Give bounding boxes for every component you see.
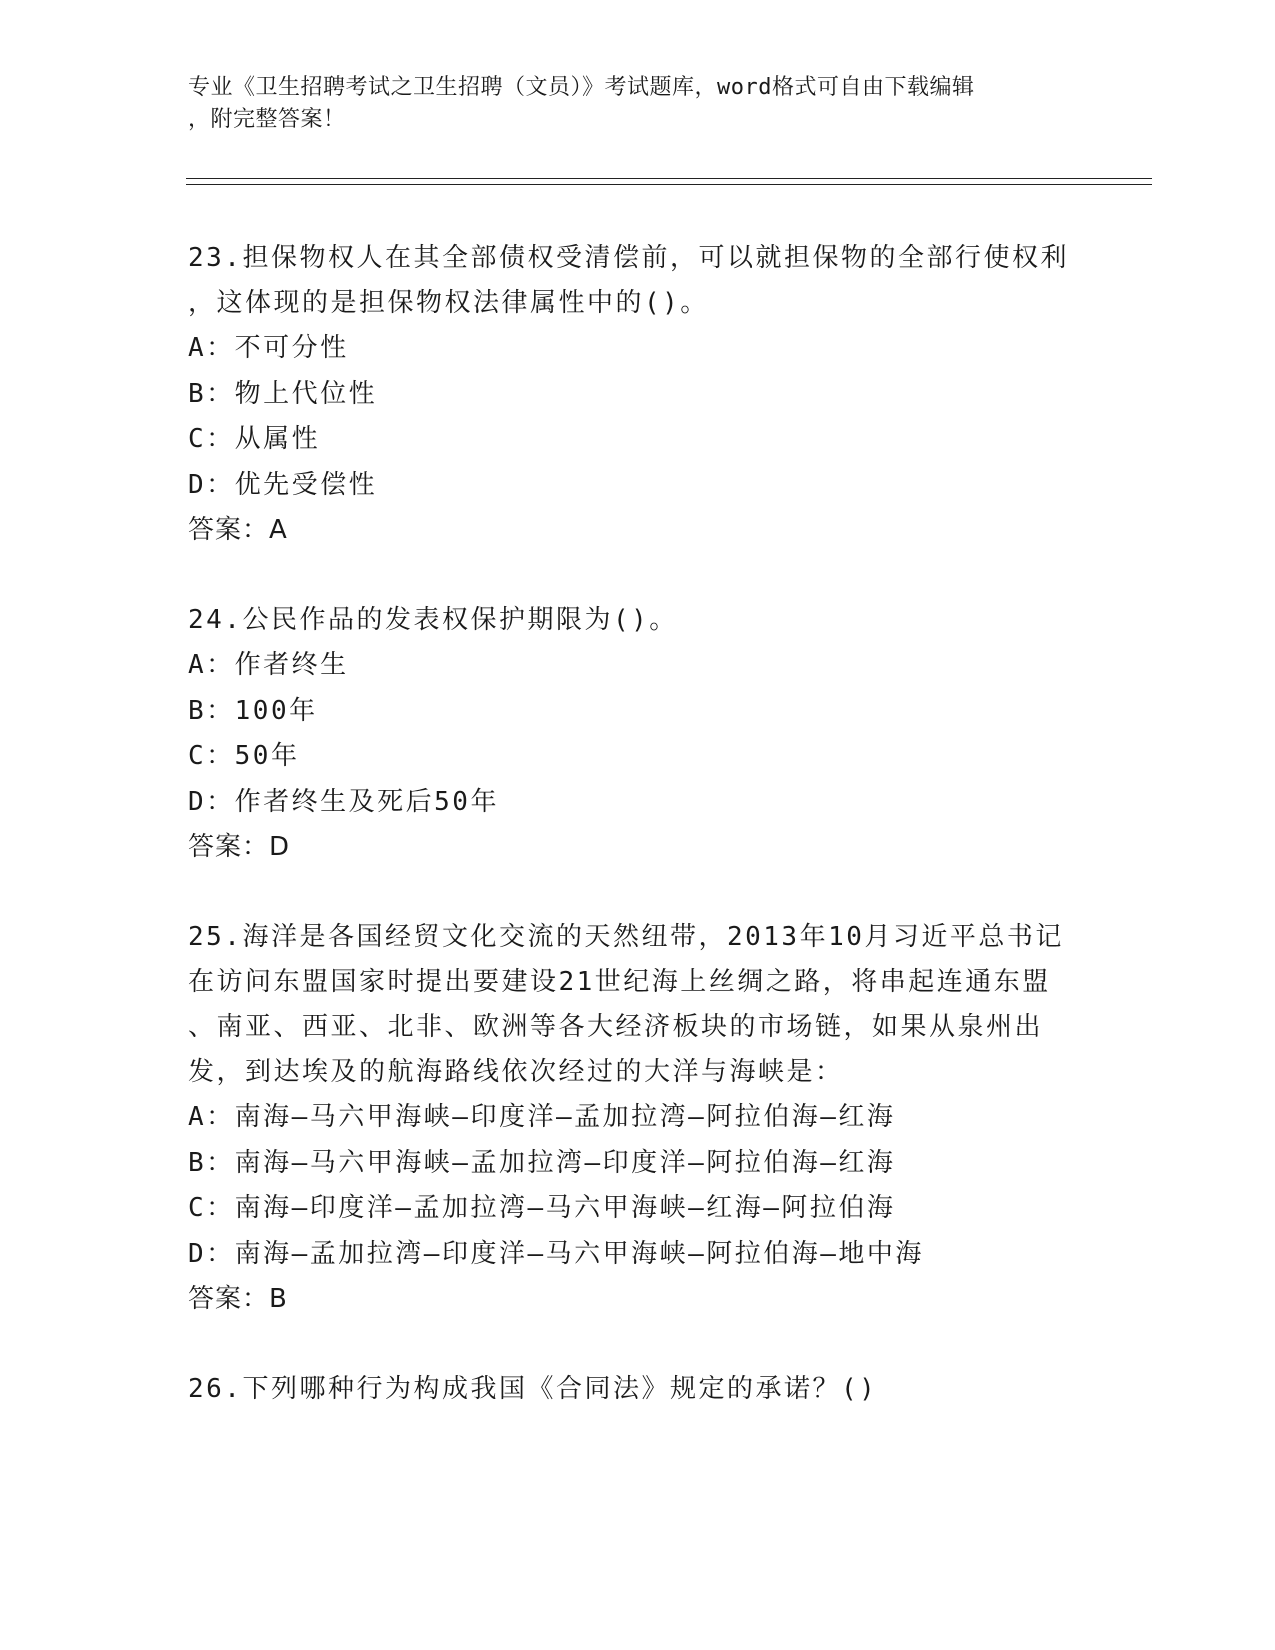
question-text: 在访问东盟国家时提出要建设21世纪海上丝绸之路，将串起连通东盟 <box>188 967 1051 997</box>
question-23 <box>188 236 1088 553</box>
option-a: A：南海—马六甲海峡—印度洋—孟加拉湾—阿拉伯海—红海 <box>188 1102 896 1132</box>
answer-value: A <box>269 515 288 545</box>
answer-value: B <box>269 1284 288 1314</box>
document-header <box>188 72 1078 136</box>
option-b: B：100年 <box>188 695 318 726</box>
option-d: D：南海—孟加拉湾—印度洋—马六甲海峡—阿拉伯海—地中海 <box>188 1238 924 1269</box>
question-text: ，这体现的是担保物权法律属性中的()。 <box>188 288 709 318</box>
question-25 <box>188 915 1088 1322</box>
answer-line <box>188 1277 1088 1322</box>
option-a: A：不可分性 <box>188 333 349 363</box>
question-text: 25.海洋是各国经贸文化交流的天然纽带，2013年10月习近平总书记 <box>188 922 1064 952</box>
option-b: B：南海—马六甲海峡—孟加拉湾—印度洋—阿拉伯海—红海 <box>188 1147 896 1178</box>
option-d: D：优先受偿性 <box>188 469 378 500</box>
header-divider <box>186 178 1152 185</box>
answer-label: 答案： <box>188 1284 270 1314</box>
header-line-1: 专业《卫生招聘考试之卫生招聘（文员）》考试题库，word格式可自由下载编辑 <box>188 75 975 100</box>
question-text: 26.下列哪种行为构成我国《合同法》规定的承诺？() <box>188 1374 878 1404</box>
question-24 <box>188 598 1088 870</box>
question-list <box>188 236 1088 1457</box>
question-text: 24.公民作品的发表权保护期限为()。 <box>188 605 678 635</box>
header-line-2: ，附完整答案！ <box>188 107 346 132</box>
option-c: C：南海—印度洋—孟加拉湾—马六甲海峡—红海—阿拉伯海 <box>188 1193 896 1223</box>
option-b: B：物上代位性 <box>188 378 378 409</box>
option-c: C：从属性 <box>188 424 321 454</box>
answer-label: 答案： <box>188 832 270 862</box>
question-text: 23.担保物权人在其全部债权受清偿前，可以就担保物的全部行使权利 <box>188 243 1069 273</box>
answer-line <box>188 825 1088 870</box>
question-text: 发，到达埃及的航海路线依次经过的大洋与海峡是： <box>188 1057 844 1087</box>
question-26 <box>188 1367 1088 1412</box>
option-d: D：作者终生及死后50年 <box>188 786 499 817</box>
answer-label: 答案： <box>188 515 270 545</box>
option-a: A：作者终生 <box>188 650 349 680</box>
option-c: C：50年 <box>188 741 300 771</box>
question-text: 、南亚、西亚、北非、欧洲等各大经济板块的市场链，如果从泉州出 <box>188 1012 1044 1042</box>
answer-line <box>188 508 1088 553</box>
answer-value: D <box>269 832 291 862</box>
